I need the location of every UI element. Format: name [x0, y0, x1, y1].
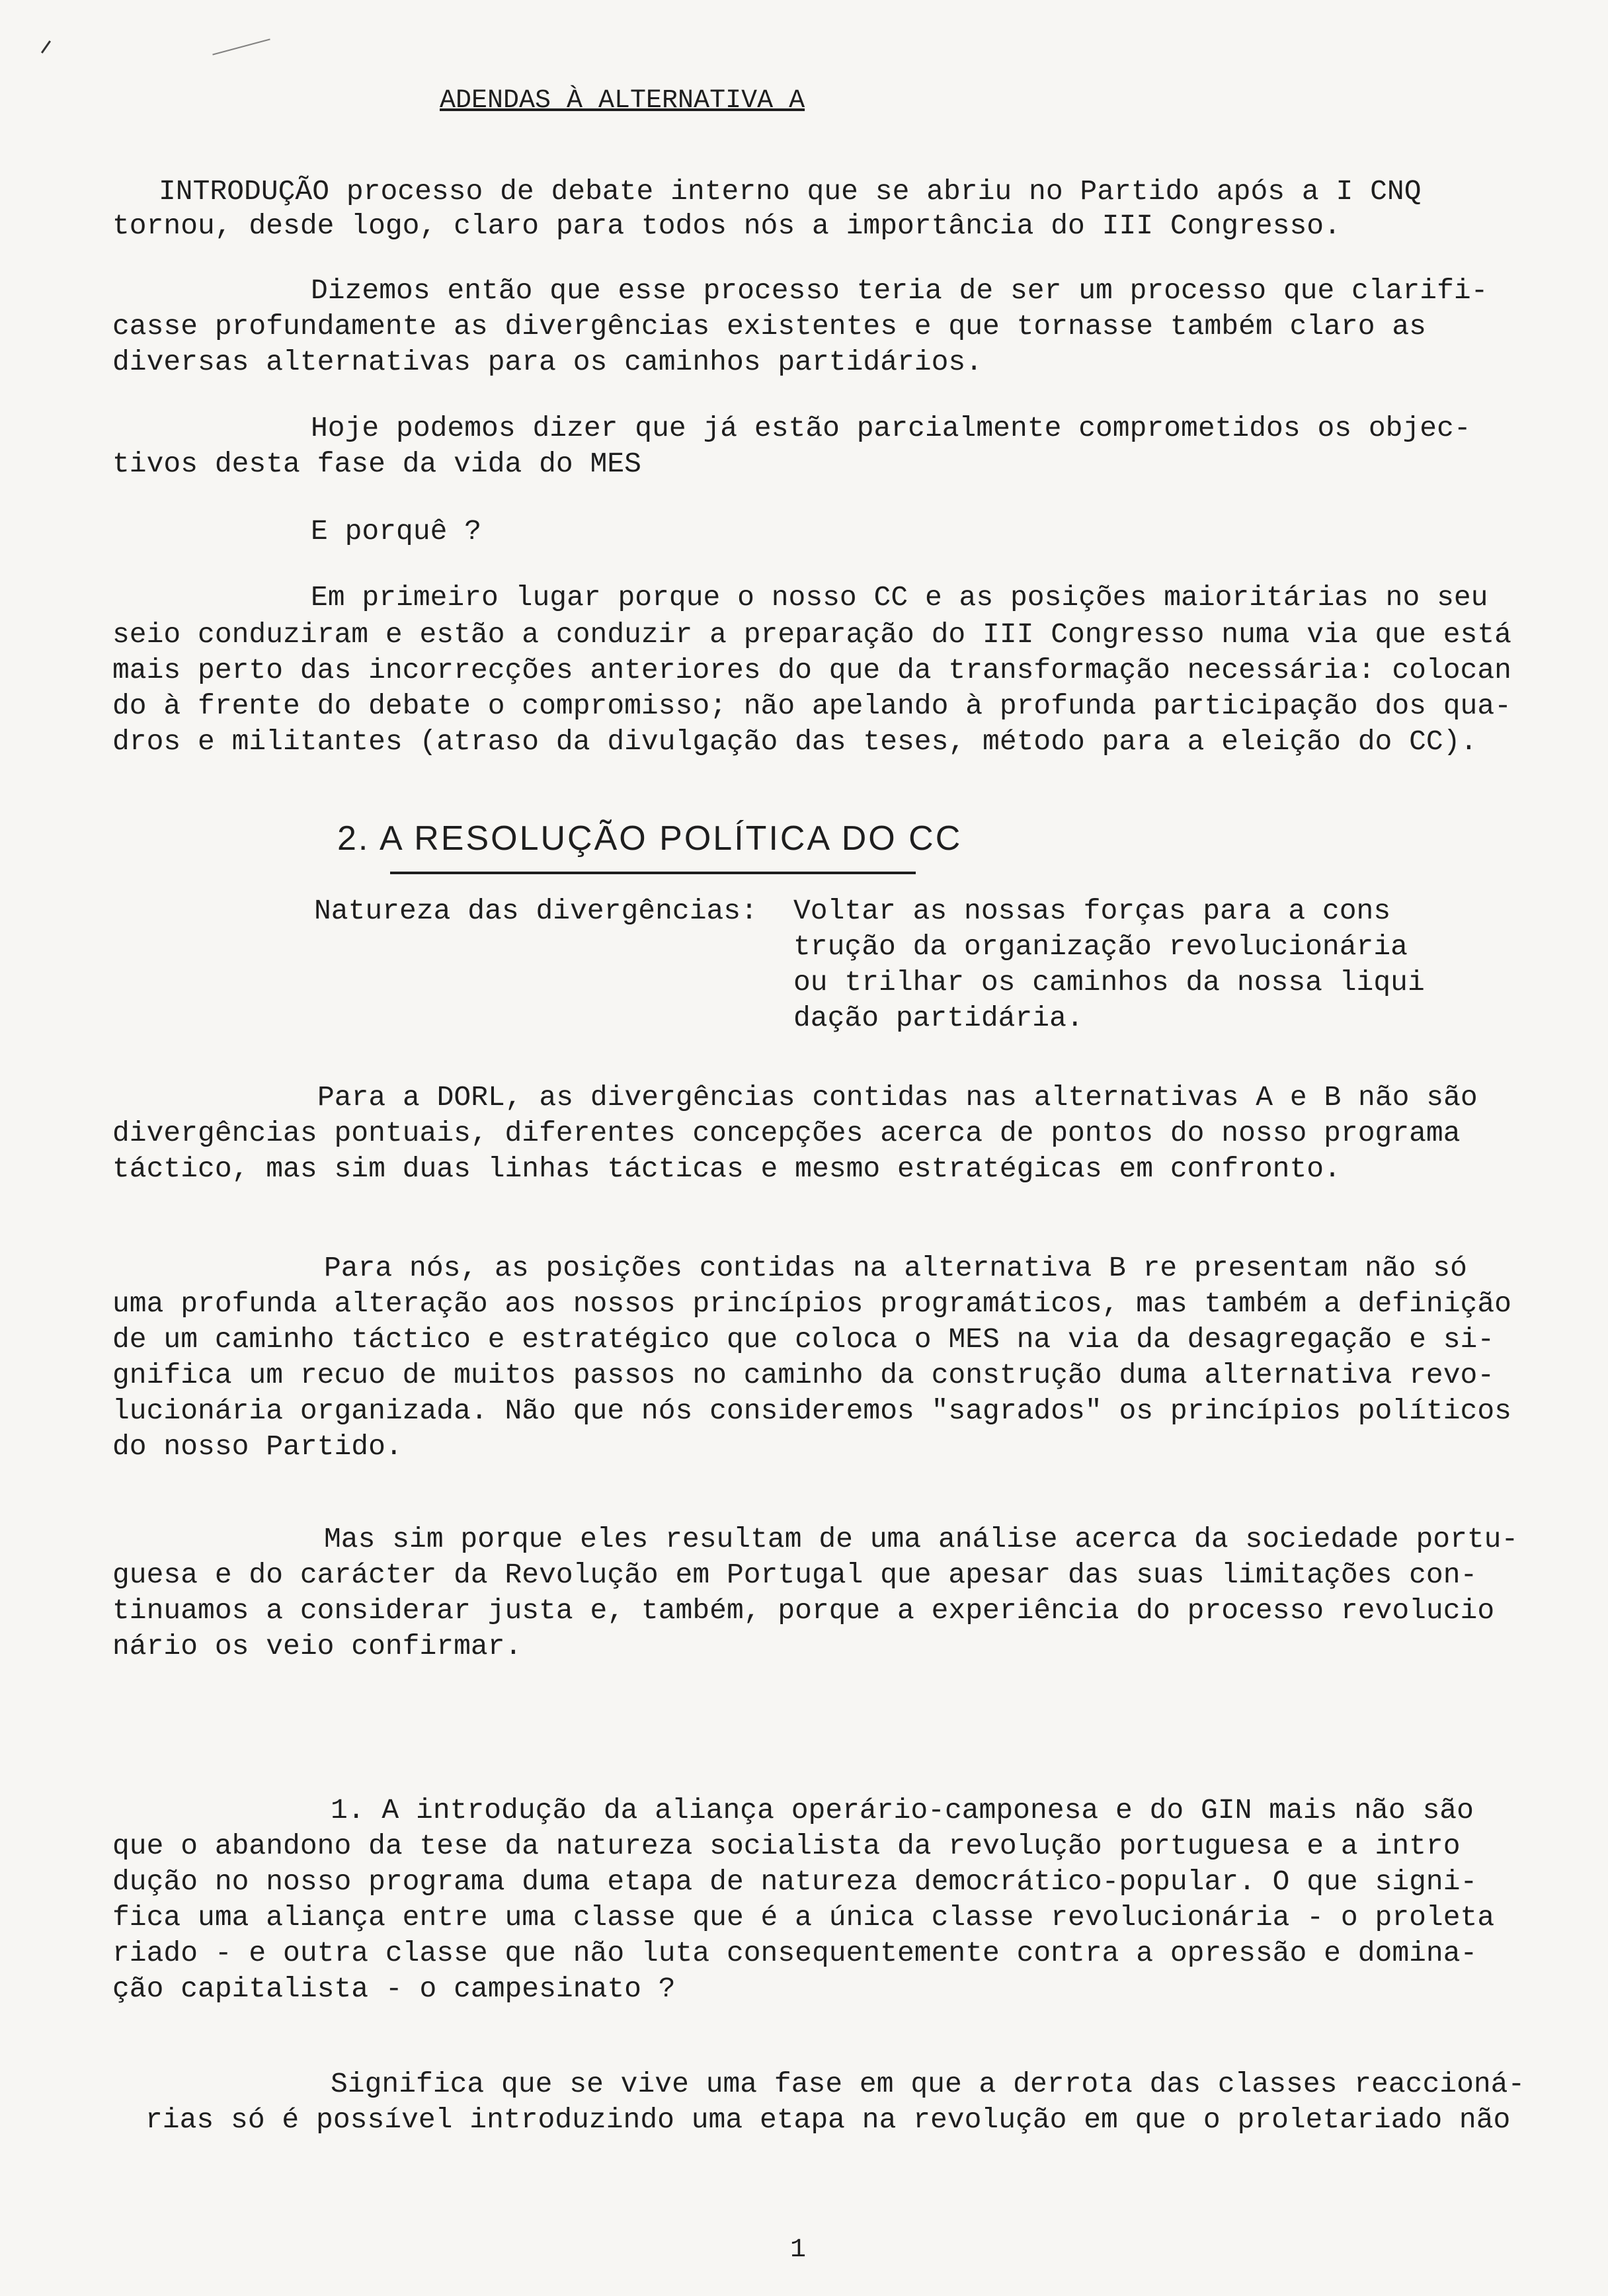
- divergence-text-line: dação partidária.: [793, 1002, 1084, 1034]
- divergence-label: Natureza das divergências:: [314, 895, 758, 927]
- scan-speck: [212, 38, 270, 55]
- intro-line: INTRODUÇÃO processo de debate interno que se abriu no Partido após a I CNQ: [159, 175, 1422, 208]
- body-line: Para a DORL, as divergências contidas nas alternativas A e B não são: [317, 1081, 1478, 1114]
- body-line: tinuamos a considerar justa e, também, porque a experiência do processo revolucio: [112, 1594, 1495, 1627]
- body-line: táctico, mas sim duas linhas tácticas e mesmo estratégicas em confronto.: [112, 1153, 1341, 1185]
- body-line: riado - e outra classe que não luta consequentemente contra a opressão e domina-: [112, 1937, 1478, 1969]
- intro-line: Dizemos então que esse processo teria de ser um processo que clarifi-: [311, 274, 1488, 307]
- intro-line: Hoje podemos dizer que já estão parcialmente comprometidos os objec-: [311, 412, 1471, 444]
- intro-line: tornou, desde logo, claro para todos nós a importância do III Congresso.: [112, 210, 1341, 242]
- divergence-text-line: trução da organização revolucionária: [793, 930, 1408, 963]
- body-line: fica uma aliança entre uma classe que é a única classe revolucionária - o proleta: [112, 1901, 1495, 1934]
- intro-line: Em primeiro lugar porque o nosso CC e as posições maioritárias no seu: [311, 581, 1488, 614]
- body-line: 1. A introdução da aliança operário-camponesa e do GIN mais não são: [331, 1794, 1474, 1826]
- body-line: ção capitalista - o campesinato ?: [112, 1973, 676, 2005]
- divergence-text-line: Voltar as nossas forças para a cons: [793, 895, 1391, 927]
- body-line: rias só é possível introduzindo uma etapa na revolução em que o proletariado não: [145, 2104, 1511, 2136]
- page-number: 1: [790, 2235, 807, 2265]
- body-line: lucionária organizada. Não que nós consideremos "sagrados" os princípios políticos: [112, 1395, 1511, 1427]
- intro-line: E porquê ?: [311, 515, 482, 548]
- body-line: divergências pontuais, diferentes concepções acerca de pontos do nosso programa: [112, 1117, 1461, 1149]
- scan-speck: [41, 40, 51, 54]
- document-title: ADENDAS À ALTERNATIVA A: [440, 86, 805, 116]
- heading-underline: [390, 872, 916, 874]
- intro-line: tivos desta fase da vida do MES: [112, 448, 641, 480]
- intro-line: mais perto das incorrecções anteriores do que da transformação necessária: colocan: [112, 654, 1511, 686]
- body-line: nário os veio confirmar.: [112, 1630, 522, 1662]
- body-line: que o abandono da tese da natureza socialista da revolução portuguesa e a intro: [112, 1830, 1461, 1862]
- section-heading: 2. A RESOLUÇÃO POLÍTICA DO CC: [337, 819, 963, 858]
- intro-line: do à frente do debate o compromisso; não apelando à profunda participação dos qua-: [112, 690, 1511, 722]
- intro-line: seio conduziram e estão a conduzir a preparação do III Congresso numa via que está: [112, 618, 1511, 651]
- body-line: gnifica um recuo de muitos passos no caminho da construção duma alternativa revo-: [112, 1359, 1495, 1391]
- body-line: dução no nosso programa duma etapa de natureza democrático-popular. O que signi-: [112, 1866, 1478, 1898]
- intro-line: diversas alternativas para os caminhos partidários.: [112, 346, 983, 378]
- body-line: Significa que se vive uma fase em que a derrota das classes reaccioná-: [331, 2068, 1525, 2100]
- intro-line: dros e militantes (atraso da divulgação das teses, método para a eleição do CC).: [112, 725, 1478, 758]
- body-line: Para nós, as posições contidas na alternativa B re presentam não só: [324, 1252, 1467, 1284]
- body-line: guesa e do carácter da Revolução em Portugal que apesar das suas limitações con-: [112, 1559, 1478, 1591]
- divergence-text-line: ou trilhar os caminhos da nossa liqui: [793, 966, 1425, 999]
- body-line: do nosso Partido.: [112, 1430, 403, 1463]
- intro-line: casse profundamente as divergências existentes e que tornasse também claro as: [112, 310, 1426, 343]
- body-line: Mas sim porque eles resultam de uma análise acerca da sociedade portu-: [324, 1523, 1519, 1555]
- body-line: de um caminho táctico e estratégico que coloca o MES na via da desagregação e si-: [112, 1323, 1495, 1356]
- body-line: uma profunda alteração aos nossos princípios programáticos, mas também a definição: [112, 1288, 1511, 1320]
